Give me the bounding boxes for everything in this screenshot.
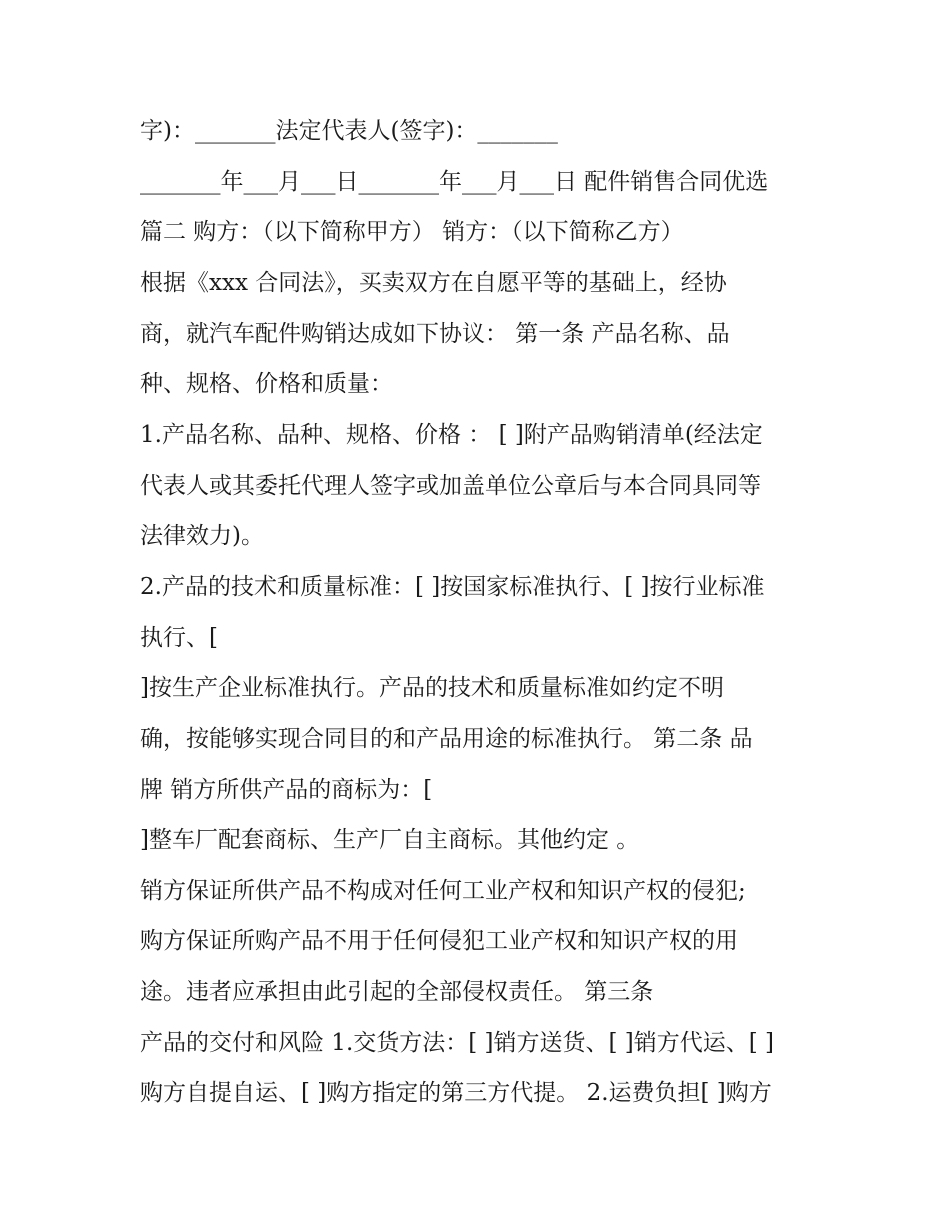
text-line: _______年___月___日_______年___月___日 配件销售合同优选 xyxy=(140,169,769,195)
text-line: 销方保证所供产品不构成对任何工业产权和知识产权的侵犯; xyxy=(140,878,746,904)
text-line: 牌 销方所供产品的商标为：[ xyxy=(140,777,433,803)
text-line: 篇二 购方：（以下简称甲方） 销方：（以下简称乙方） xyxy=(140,219,684,245)
text-line: 法律效力)。 xyxy=(140,523,264,549)
text-line: 代表人或其委托代理人签字或加盖单位公章后与本合同具同等 xyxy=(140,473,761,499)
text-line: 确，按能够实现合同目的和产品用途的标准执行。 第二条 品 xyxy=(140,726,753,752)
text-line: 购方自提自运、[ ]购方指定的第三方代提。 2.运费负担[ ]购方 xyxy=(140,1080,772,1106)
text-line: 执行、[ xyxy=(140,625,218,651)
text-line: 购方保证所购产品不用于任何侵犯工业产权和知识产权的用 xyxy=(140,928,738,954)
text-line: 2.产品的技术和质量标准：[ ]按国家标准执行、[ ]按行业标准 xyxy=(140,574,765,600)
text-line: 产品的交付和风险 1.交货方法：[ ]销方送货、[ ]销方代运、[ ] xyxy=(140,1030,775,1056)
text-line: ]整车厂配套商标、生产厂自主商标。其他约定 。 xyxy=(140,827,640,853)
text-line: 根据《xxx 合同法》，买卖双方在自愿平等的基础上，经协 xyxy=(140,270,727,296)
text-line: 途。违者应承担由此引起的全部侵权责任。 第三条 xyxy=(140,979,654,1005)
text-line: 1.产品名称、品种、规格、价格 ： [ ]附产品购销清单(经法定 xyxy=(140,422,763,448)
text-line: 字)：_______法定代表人(签字)：_______ xyxy=(140,118,558,144)
text-line: ]按生产企业标准执行。产品的技术和质量标准如约定不明 xyxy=(140,675,724,701)
text-line: 种、规格、价格和质量： xyxy=(140,371,393,397)
text-line: 商，就汽车配件购销达成如下协议： 第一条 产品名称、品 xyxy=(140,321,730,347)
